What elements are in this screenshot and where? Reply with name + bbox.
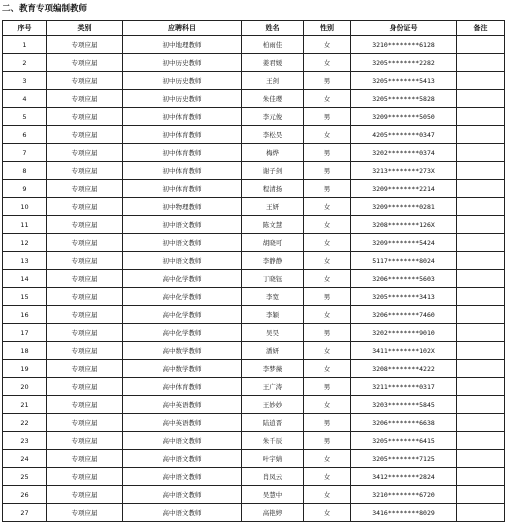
- cell-category: 专项应届: [47, 324, 123, 342]
- cell-gender: 男: [304, 180, 351, 198]
- cell-category: 专项应届: [47, 396, 123, 414]
- cell-remarks: [457, 504, 505, 522]
- cell-index: 22: [3, 414, 47, 432]
- cell-id-number: 3205********6415: [351, 432, 457, 450]
- cell-id-number: 3209********2214: [351, 180, 457, 198]
- cell-remarks: [457, 414, 505, 432]
- cell-subject: 高中语文教师: [123, 432, 242, 450]
- cell-subject: 高中化学教师: [123, 324, 242, 342]
- table-row: [3, 324, 505, 342]
- cell-name: 谢子剑: [242, 162, 304, 180]
- cell-subject: 高中语文教师: [123, 504, 242, 522]
- table-row: [3, 90, 505, 108]
- cell-name: 王妙妙: [242, 396, 304, 414]
- cell-gender: 女: [304, 126, 351, 144]
- cell-index: 16: [3, 306, 47, 324]
- cell-remarks: [457, 396, 505, 414]
- cell-gender: 男: [304, 144, 351, 162]
- cell-id-number: 3209********5050: [351, 108, 457, 126]
- cell-category: 专项应届: [47, 432, 123, 450]
- cell-subject: 初中语文教师: [123, 234, 242, 252]
- cell-remarks: [457, 126, 505, 144]
- table-row: [3, 162, 505, 180]
- cell-gender: 女: [304, 252, 351, 270]
- cell-remarks: [457, 144, 505, 162]
- cell-gender: 女: [304, 450, 351, 468]
- cell-name: 柏雨佳: [242, 36, 304, 54]
- cell-subject: 高中语文教师: [123, 468, 242, 486]
- cell-id-number: 3208********126X: [351, 216, 457, 234]
- cell-gender: 男: [304, 108, 351, 126]
- cell-name: 陆逍晋: [242, 414, 304, 432]
- teacher-table: [2, 20, 505, 522]
- cell-id-number: 3205********5413: [351, 72, 457, 90]
- cell-category: 专项应届: [47, 162, 123, 180]
- cell-subject: 高中英语教师: [123, 396, 242, 414]
- table-row: [3, 180, 505, 198]
- cell-index: 10: [3, 198, 47, 216]
- cell-remarks: [457, 378, 505, 396]
- cell-name: 李静静: [242, 252, 304, 270]
- cell-category: 专项应届: [47, 36, 123, 54]
- cell-category: 专项应届: [47, 54, 123, 72]
- cell-id-number: 3411********102X: [351, 342, 457, 360]
- table-row: [3, 198, 505, 216]
- cell-index: 15: [3, 288, 47, 306]
- cell-subject: 初中体育教师: [123, 108, 242, 126]
- cell-gender: 男: [304, 162, 351, 180]
- cell-index: 2: [3, 54, 47, 72]
- cell-remarks: [457, 72, 505, 90]
- cell-category: 专项应届: [47, 108, 123, 126]
- cell-index: 7: [3, 144, 47, 162]
- table-row: [3, 468, 505, 486]
- table-row: [3, 414, 505, 432]
- cell-name: 王广涛: [242, 378, 304, 396]
- cell-id-number: 3209********0281: [351, 198, 457, 216]
- cell-remarks: [457, 162, 505, 180]
- cell-remarks: [457, 234, 505, 252]
- cell-remarks: [457, 486, 505, 504]
- cell-remarks: [457, 180, 505, 198]
- cell-name: 王剑: [242, 72, 304, 90]
- cell-id-number: 3211********0317: [351, 378, 457, 396]
- cell-subject: 高中体育教师: [123, 378, 242, 396]
- table-row: [3, 450, 505, 468]
- table-row: [3, 432, 505, 450]
- cell-id-number: 3210********6128: [351, 36, 457, 54]
- table-row: [3, 270, 505, 288]
- cell-remarks: [457, 450, 505, 468]
- cell-index: 20: [3, 378, 47, 396]
- section-heading: 二、教育专项编制教师: [2, 4, 88, 14]
- cell-category: 专项应届: [47, 468, 123, 486]
- cell-name: 丁晓钰: [242, 270, 304, 288]
- table-row: [3, 252, 505, 270]
- cell-gender: 男: [304, 324, 351, 342]
- cell-name: 李梦薇: [242, 360, 304, 378]
- cell-id-number: 3206********7460: [351, 306, 457, 324]
- table-row: [3, 288, 505, 306]
- cell-index: 26: [3, 486, 47, 504]
- cell-gender: 女: [304, 360, 351, 378]
- cell-id-number: 3205********5828: [351, 90, 457, 108]
- cell-category: 专项应届: [47, 198, 123, 216]
- cell-gender: 女: [304, 216, 351, 234]
- table-row: [3, 234, 505, 252]
- cell-gender: 女: [304, 396, 351, 414]
- cell-id-number: 3205********2282: [351, 54, 457, 72]
- cell-subject: 初中体育教师: [123, 180, 242, 198]
- cell-name: 朱千辰: [242, 432, 304, 450]
- cell-category: 专项应届: [47, 504, 123, 522]
- cell-subject: 初中体育教师: [123, 144, 242, 162]
- table-row: [3, 486, 505, 504]
- cell-id-number: 3205********7125: [351, 450, 457, 468]
- cell-id-number: 3209********5424: [351, 234, 457, 252]
- cell-index: 17: [3, 324, 47, 342]
- cell-subject: 初中物理教师: [123, 198, 242, 216]
- column-header-remarks: 备注: [457, 21, 505, 36]
- cell-index: 5: [3, 108, 47, 126]
- cell-category: 专项应届: [47, 180, 123, 198]
- cell-gender: 女: [304, 270, 351, 288]
- cell-id-number: 3205********3413: [351, 288, 457, 306]
- cell-index: 24: [3, 450, 47, 468]
- cell-subject: 初中语文教师: [123, 216, 242, 234]
- table-row: [3, 360, 505, 378]
- cell-id-number: 3412********2824: [351, 468, 457, 486]
- cell-category: 专项应届: [47, 216, 123, 234]
- cell-id-number: 3203********5845: [351, 396, 457, 414]
- cell-name: 肖凤云: [242, 468, 304, 486]
- column-header-category: 类别: [47, 21, 123, 36]
- cell-gender: 女: [304, 468, 351, 486]
- cell-name: 李元俊: [242, 108, 304, 126]
- cell-category: 专项应届: [47, 90, 123, 108]
- cell-name: 程清扬: [242, 180, 304, 198]
- cell-gender: 女: [304, 342, 351, 360]
- table-row: [3, 342, 505, 360]
- cell-name: 高艳婷: [242, 504, 304, 522]
- cell-remarks: [457, 108, 505, 126]
- cell-remarks: [457, 270, 505, 288]
- cell-index: 27: [3, 504, 47, 522]
- cell-name: 姜君媛: [242, 54, 304, 72]
- column-header-subject: 应聘科目: [123, 21, 242, 36]
- cell-index: 6: [3, 126, 47, 144]
- cell-subject: 初中历史教师: [123, 90, 242, 108]
- cell-id-number: 3206********6638: [351, 414, 457, 432]
- cell-category: 专项应届: [47, 306, 123, 324]
- cell-remarks: [457, 324, 505, 342]
- cell-index: 18: [3, 342, 47, 360]
- cell-remarks: [457, 342, 505, 360]
- cell-category: 专项应届: [47, 342, 123, 360]
- cell-subject: 高中化学教师: [123, 306, 242, 324]
- cell-name: 李宽: [242, 288, 304, 306]
- cell-id-number: 3213********273X: [351, 162, 457, 180]
- cell-subject: 初中历史教师: [123, 54, 242, 72]
- cell-gender: 男: [304, 414, 351, 432]
- cell-category: 专项应届: [47, 450, 123, 468]
- cell-id-number: 3202********0374: [351, 144, 457, 162]
- cell-gender: 女: [304, 234, 351, 252]
- cell-index: 12: [3, 234, 47, 252]
- column-header-gender: 性别: [304, 21, 351, 36]
- cell-gender: 女: [304, 90, 351, 108]
- cell-gender: 男: [304, 378, 351, 396]
- cell-subject: 初中体育教师: [123, 162, 242, 180]
- cell-subject: 高中语文教师: [123, 486, 242, 504]
- table-row: [3, 378, 505, 396]
- table-row: [3, 306, 505, 324]
- table-row: [3, 216, 505, 234]
- cell-index: 9: [3, 180, 47, 198]
- table-header-row: [3, 21, 505, 36]
- cell-subject: 高中数学教师: [123, 342, 242, 360]
- cell-subject: 高中英语教师: [123, 414, 242, 432]
- cell-gender: 男: [304, 288, 351, 306]
- cell-index: 3: [3, 72, 47, 90]
- cell-category: 专项应届: [47, 234, 123, 252]
- cell-remarks: [457, 360, 505, 378]
- cell-index: 23: [3, 432, 47, 450]
- cell-remarks: [457, 288, 505, 306]
- cell-category: 专项应届: [47, 72, 123, 90]
- table-row: [3, 72, 505, 90]
- table-row: [3, 108, 505, 126]
- cell-remarks: [457, 54, 505, 72]
- cell-index: 1: [3, 36, 47, 54]
- cell-gender: 女: [304, 36, 351, 54]
- cell-category: 专项应届: [47, 288, 123, 306]
- cell-name: 朱佳璎: [242, 90, 304, 108]
- cell-id-number: 3202********9010: [351, 324, 457, 342]
- cell-remarks: [457, 306, 505, 324]
- cell-index: 19: [3, 360, 47, 378]
- cell-index: 11: [3, 216, 47, 234]
- cell-gender: 女: [304, 486, 351, 504]
- cell-id-number: 3416********8029: [351, 504, 457, 522]
- cell-index: 13: [3, 252, 47, 270]
- cell-id-number: 3206********5603: [351, 270, 457, 288]
- cell-subject: 初中地理教师: [123, 36, 242, 54]
- cell-index: 25: [3, 468, 47, 486]
- cell-name: 吴昊: [242, 324, 304, 342]
- cell-remarks: [457, 36, 505, 54]
- cell-index: 8: [3, 162, 47, 180]
- table-row: [3, 54, 505, 72]
- cell-subject: 初中语文教师: [123, 252, 242, 270]
- cell-name: 陈文慧: [242, 216, 304, 234]
- cell-name: 潘妍: [242, 342, 304, 360]
- cell-name: 梅烨: [242, 144, 304, 162]
- table-row: [3, 144, 505, 162]
- cell-remarks: [457, 198, 505, 216]
- cell-name: 胡晓可: [242, 234, 304, 252]
- cell-name: 吴慧中: [242, 486, 304, 504]
- cell-name: 叶宇婧: [242, 450, 304, 468]
- cell-index: 4: [3, 90, 47, 108]
- table-row: [3, 504, 505, 522]
- table-row: [3, 396, 505, 414]
- cell-id-number: 3208********4222: [351, 360, 457, 378]
- cell-gender: 男: [304, 432, 351, 450]
- cell-subject: 初中体育教师: [123, 126, 242, 144]
- cell-remarks: [457, 252, 505, 270]
- cell-category: 专项应届: [47, 486, 123, 504]
- cell-id-number: 5117********8024: [351, 252, 457, 270]
- cell-category: 专项应届: [47, 126, 123, 144]
- cell-index: 14: [3, 270, 47, 288]
- cell-category: 专项应届: [47, 414, 123, 432]
- cell-remarks: [457, 468, 505, 486]
- column-header-id-number: 身份证号: [351, 21, 457, 36]
- cell-remarks: [457, 432, 505, 450]
- cell-gender: 女: [304, 198, 351, 216]
- cell-remarks: [457, 90, 505, 108]
- cell-category: 专项应届: [47, 360, 123, 378]
- table-row: [3, 126, 505, 144]
- cell-gender: 女: [304, 54, 351, 72]
- cell-category: 专项应届: [47, 270, 123, 288]
- cell-name: 李颖: [242, 306, 304, 324]
- cell-subject: 高中化学教师: [123, 270, 242, 288]
- cell-index: 21: [3, 396, 47, 414]
- cell-name: 王妍: [242, 198, 304, 216]
- cell-id-number: 4205********0347: [351, 126, 457, 144]
- cell-id-number: 3210********6720: [351, 486, 457, 504]
- cell-gender: 女: [304, 504, 351, 522]
- cell-remarks: [457, 216, 505, 234]
- cell-subject: 高中语文教师: [123, 450, 242, 468]
- cell-gender: 男: [304, 72, 351, 90]
- column-header-index: 序号: [3, 21, 47, 36]
- cell-name: 李松昊: [242, 126, 304, 144]
- cell-category: 专项应届: [47, 378, 123, 396]
- cell-subject: 初中历史教师: [123, 72, 242, 90]
- column-header-name: 姓名: [242, 21, 304, 36]
- cell-subject: 高中化学教师: [123, 288, 242, 306]
- cell-subject: 高中数学教师: [123, 360, 242, 378]
- cell-gender: 女: [304, 306, 351, 324]
- table-row: [3, 36, 505, 54]
- cell-category: 专项应届: [47, 252, 123, 270]
- cell-category: 专项应届: [47, 144, 123, 162]
